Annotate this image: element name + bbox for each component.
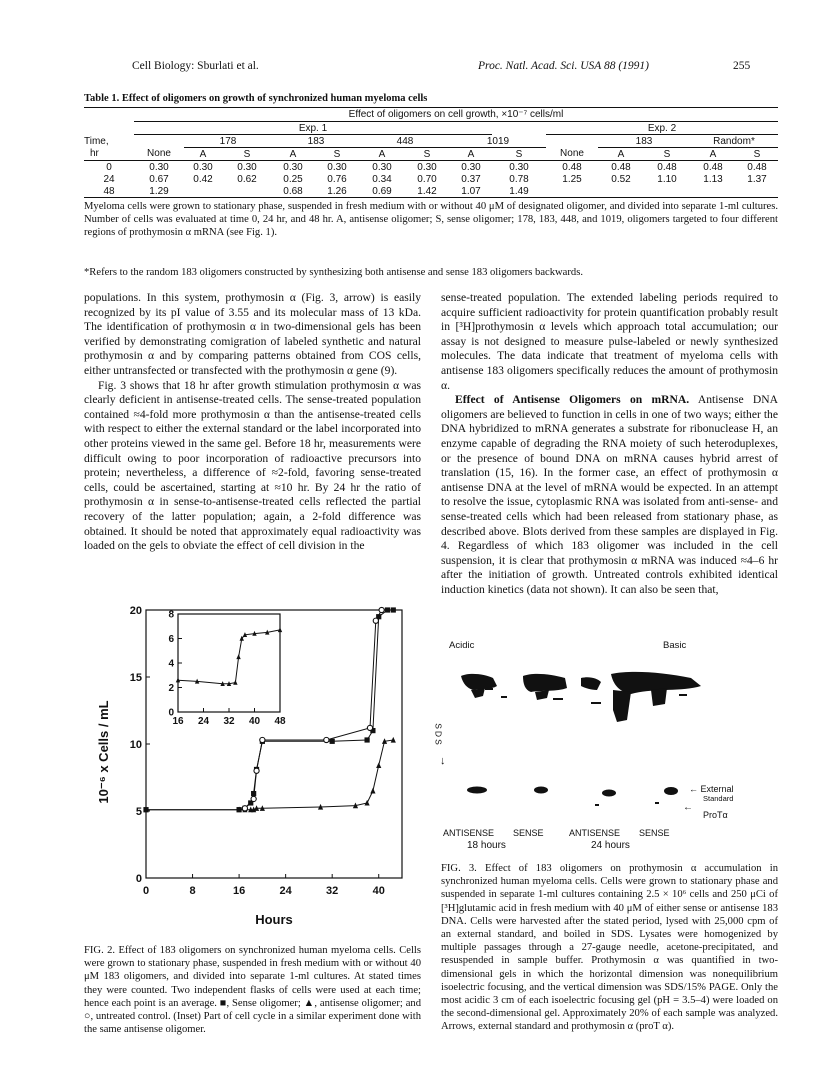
data-point-circle: [254, 768, 259, 773]
gel-spot: [485, 688, 493, 690]
col-header: S: [753, 148, 761, 160]
data-point-square: [385, 607, 390, 612]
data-point-square: [391, 607, 396, 612]
col-header: None: [560, 148, 584, 160]
col-header: A: [617, 148, 625, 160]
table-cell: 0.76: [327, 173, 347, 185]
external-standard-spot: [664, 787, 678, 795]
running-header-left: Cell Biology: Sburlati et al.: [132, 60, 259, 72]
table-cell: [546, 185, 598, 197]
y-tick-label: 10: [129, 738, 142, 751]
table-cell: 0.62: [237, 173, 257, 185]
section-heading: Effect of Antisense Oligomers on mRNA.: [455, 393, 690, 407]
x-tick-label: 32: [326, 885, 339, 897]
time-unit: hr: [90, 148, 99, 160]
paragraph: populations. In this system, prothymosin α (Fig. 3, arrow) is easily recognized by its pI value of 3.55 and its molecular mass of 13 kDa. The identification of prothymosin α in two-dimensional gels has been verified by demonstrating comigration of labeled synthetic and natural prothymosin α and by comparing patterns obtained from COS cells, either untransfected or transfected with the prothymosin α gene (9).: [84, 291, 421, 377]
time-label: Time,: [84, 135, 109, 147]
label-prot: ProTα: [703, 810, 728, 820]
inset-plot-frame: [178, 614, 280, 712]
x-tick-label: 16: [172, 716, 184, 727]
y-tick-label: 4: [168, 658, 174, 670]
x-tick-label: 24: [279, 885, 292, 897]
lane-label: ANTISENSE: [569, 828, 621, 838]
x-tick-label: 32: [223, 716, 235, 727]
x-tick-label: 24: [197, 716, 210, 727]
table-cell: 0.48: [657, 161, 677, 173]
gel-spot: [501, 696, 507, 698]
table-cell: [598, 185, 644, 197]
paragraph: Antisense DNA oligomers are believed to function in cells in one of two ways; either the DNA hybridized to mRNA generates a substrate for ribonuclease H, an enzyme capable of degrading the RNA moiety of such heteroduplexes, or the presence of bound DNA on mRNA causes hybrid arrest of translation (15, 16). In the former case, an effect of prothymosin α antisense DNA at the level of mRNA would be expected. In an attempt to resolve the issue, cytoplasmic RNA was isolated from anti-sense- and sense-treated cells which had been released from stationary phase, as described above. Blots derived from these samples are displayed in Fig. 4. Regardless of which 183 oligomer was included in the cell suspension, it is clear that prothymosin α mRNA was induced ≈4–6 hr after the initiation of growth. Untreated controls exhibited identical induction kinetics (data not shown). It can also be seen that,: [441, 393, 779, 596]
x-tick-label: 40: [372, 885, 385, 897]
table-footnote: Myeloma cells were grown to stationary phase, suspended in fresh medium with or without 40 μM of designated oligomer, and divided into separate 1-ml cultures. Number of cells was evaluated at time 0, 24 hr, and 48 hr. A, antisense oligomer; S, sense oligomer; 178, 183, 448, and 1019, oligomers targeted to four different regions of prothymosin α mRNA (see Fig. 1).: [84, 201, 778, 239]
fig2-chart: [84, 592, 424, 940]
table-cell: 0.78: [509, 173, 529, 185]
table-cell: 0.30: [149, 161, 169, 173]
table-cell: 0.25: [283, 173, 303, 185]
journal-citation: Proc. Natl. Acad. Sci. USA 88 (1991): [478, 60, 649, 72]
label-external: ← External: [689, 784, 734, 794]
group-header: 448: [360, 135, 450, 148]
table-cell: 0.70: [417, 173, 437, 185]
gel-smear: [613, 690, 631, 722]
sds-arrow-icon: ↓: [440, 755, 446, 767]
gel-smear: [461, 674, 497, 690]
prot-spot: [595, 804, 599, 806]
external-standard-spot: [467, 787, 487, 794]
table-footnote-random: *Refers to the random 183 oligomers constructed by synthesizing both antisense and sense 183 oligomers backwards.: [84, 267, 583, 278]
data-point-circle: [242, 806, 247, 811]
group-header: 183: [598, 135, 690, 148]
table-1: [84, 107, 778, 197]
gel-spot: [553, 698, 563, 700]
x-tick-label: 0: [142, 885, 150, 897]
table-cell: 0.37: [461, 173, 481, 185]
table-cell: 1.13: [703, 173, 723, 185]
y-tick-label: 8: [168, 609, 174, 621]
time-label-18: 18 hours: [467, 840, 506, 851]
col-header: S: [663, 148, 671, 160]
gel-label-sds: SDS: [433, 723, 444, 747]
table-cell: 1.42: [417, 185, 437, 197]
x-tick-label: 48: [274, 716, 286, 727]
y-axis-label: 10⁻⁶ x Cells / mL: [96, 700, 111, 804]
data-point-circle: [367, 725, 372, 730]
table-cell: 0.30: [283, 161, 303, 173]
table-cell: [222, 185, 272, 197]
y-tick-label: 2: [168, 683, 174, 695]
col-header: S: [515, 148, 523, 160]
table-cell: 0.48: [611, 161, 631, 173]
time-label-24: 24 hours: [591, 840, 630, 851]
table-cell: 0.30: [193, 161, 213, 173]
group-header: 1019: [450, 135, 546, 148]
data-point-circle: [324, 737, 329, 742]
table-cell: [184, 185, 222, 197]
table-cell: 0.68: [283, 185, 303, 197]
table-cell: 0.48: [703, 161, 723, 173]
data-point-circle: [373, 618, 378, 623]
table-cell: 1.49: [509, 185, 529, 197]
group-header: 183: [272, 135, 360, 148]
lane-label: SENSE: [639, 828, 670, 838]
y-tick-label: 0: [168, 707, 174, 719]
data-point-circle: [379, 607, 384, 612]
right-column-text: [441, 291, 778, 597]
gel-label-basic: Basic: [663, 640, 687, 651]
table-cell: 0.34: [372, 173, 392, 185]
col-header: A: [199, 148, 207, 160]
data-point-circle: [260, 737, 265, 742]
lane-label: SENSE: [513, 828, 544, 838]
group-header: 178: [184, 135, 272, 148]
table-cell: 0.30: [237, 161, 257, 173]
exp2-header: Exp. 2: [546, 122, 778, 135]
gel-smear: [523, 674, 567, 692]
paragraph: sense-treated population. The extended labeling periods required to acquire sufficient radioactivity for protein quantification probably result in [³H]prothymosin α levels which approach total accumulation; our assay is not designed to measure pulse-labeled or newly synthesized molecules. The data indicate that treatment of myeloma cells with antisense 183 oligomers specifically reduces the amount of prothymosin α.: [441, 291, 778, 392]
table-cell: 0.48: [562, 161, 582, 173]
data-point-square: [330, 739, 335, 744]
table-cell: 0.42: [193, 173, 213, 185]
group-header: Random*: [690, 135, 778, 148]
exp1-header: Exp. 1: [134, 122, 492, 135]
y-tick-label: 15: [129, 671, 142, 684]
label-standard: Standard: [703, 794, 734, 803]
table-cell: 1.10: [657, 173, 677, 185]
table-cell: 1.25: [562, 173, 582, 185]
fig2-caption: FIG. 2. Effect of 183 oligomers on synchronized human myeloma cells. Cells were grown to stationary phase, suspended in fresh medium with or without 40 μM 183 oligomers, and divided into separate 1-ml cultures. At stated times they were counted. Two independent flasks of cells were used at each time; hence each point is an average. ■, Sense oligomer; ▲, antisense oligomer; and ○, untreated control. (Inset) Part of cell cycle in a similar experiment done with the same antisense oligomer.: [84, 945, 421, 1036]
y-tick-label: 0: [135, 872, 142, 885]
table-row: [84, 161, 778, 174]
gel-spot: [679, 694, 687, 696]
table-bottom-rule: [84, 197, 778, 198]
col-header: A: [289, 148, 297, 160]
y-tick-label: 6: [168, 634, 174, 646]
time-cell: 48: [103, 185, 115, 197]
gel-label-acidic: Acidic: [449, 640, 475, 651]
col-header: S: [423, 148, 431, 160]
fig3-caption: FIG. 3. Effect of 183 oligomers on prothymosin α accumulation in synchronized human myeloma cells. Cells were grown to stationary phase and suspended in separate 1-ml cultures containing 2.5 × 10⁶ cells and 250 μCi of [³H]glutamic acid in fresh medium with 40 μM of either sense or antisense 183 DNA. Cells were harvested after the stated period, lysed with 25,000 cpm of an external standard, and boiled in SDS. Lysates were homogenized by multiple passages through a 27-gauge needle, acetone-precipitated, and resuspended in sample buffer. Prothymosin α was quantified in two-dimensional gels in which the horizontal dimension was nonequilibrium isoelectric focusing, and the vertical dimension was SDS/15% PAGE. Only the most acidic 3 cm of each isoelectric focusing gel (pH = 3.5–4) were loaded on the second-dimensional gel. Approximately 20% of each sample was analyzed. Arrows, external standard and prothymosin α (proT α).: [441, 863, 778, 1033]
x-axis-label: Hours: [255, 912, 293, 927]
table-cell: 1.37: [747, 173, 767, 185]
table-title: Table 1. Effect of oligomers on growth of synchronized human myeloma cells: [84, 93, 428, 104]
data-point-circle: [251, 796, 256, 801]
col-header: A: [467, 148, 475, 160]
table-cell: 0.48: [747, 161, 767, 173]
gel-smear: [581, 677, 601, 690]
y-tick-label: 5: [135, 805, 142, 818]
time-cell: 0: [106, 161, 112, 173]
time-cell: 24: [103, 173, 115, 185]
prot-arrow-icon: ←: [683, 802, 693, 813]
left-column-text: [84, 291, 421, 554]
external-standard-spot: [534, 787, 548, 794]
col-header: S: [333, 148, 341, 160]
table-cell: 0.30: [372, 161, 392, 173]
x-tick-label: 40: [248, 716, 261, 727]
gel-smear: [535, 690, 549, 700]
y-tick-label: 20: [129, 604, 142, 617]
table-cell: 1.26: [327, 185, 347, 197]
table-cell: 0.30: [509, 161, 529, 173]
external-standard-spot: [602, 790, 616, 797]
table-cell: 1.29: [149, 185, 169, 197]
data-point-square: [364, 737, 369, 742]
gel-spot: [591, 702, 601, 704]
table-cell: [690, 185, 736, 197]
table-cell: 1.07: [461, 185, 481, 197]
table-cell: 0.69: [372, 185, 392, 197]
table-row: [84, 185, 778, 197]
table-cell: [736, 185, 778, 197]
col-header: A: [378, 148, 386, 160]
table-cell: 0.30: [461, 161, 481, 173]
col-header: None: [147, 148, 171, 160]
col-header: A: [709, 148, 717, 160]
table-cell: 0.52: [611, 173, 631, 185]
prot-spot: [655, 802, 659, 804]
x-tick-label: 8: [189, 885, 196, 897]
table-cell: [644, 185, 690, 197]
gel-smear: [651, 688, 667, 706]
lane-label: ANTISENSE: [443, 828, 495, 838]
table-row: [84, 173, 778, 185]
table-super-header: Effect of oligomers on cell growth, ×10⁻⁷ cells/ml: [134, 107, 778, 122]
table-cell: 0.67: [149, 173, 169, 185]
paragraph: Fig. 3 shows that 18 hr after growth stimulation prothymosin α was clearly deficient in antisense-treated cells. The sense-treated population contained ≈4-fold more prothymosin α than the antisense-treated cells with respect to either the external standard or the label incorporated into other proteins viewed in the same gel. Before 18 hr, measurements were difficult owing to poor incorporation of radioactive precursors into protein; nevertheless, a difference of ≈2-fold, favoring sense-treated cells, could be ascertained, starting at ≈10 hr. By 24 hr the ratio of prothymosin α in sense-to-antisense-treated cells reflected the partial recovery of the latter population; again, a 2-fold difference was obtained. It should be noted that approximately equal radioactivity was loaded on the gels to obviate the effect of cell division in the: [84, 378, 421, 553]
table-cell: 0.30: [327, 161, 347, 173]
col-header: S: [243, 148, 251, 160]
table-cell: 0.30: [417, 161, 437, 173]
page-number: 255: [733, 60, 751, 72]
x-tick-label: 16: [232, 885, 246, 897]
